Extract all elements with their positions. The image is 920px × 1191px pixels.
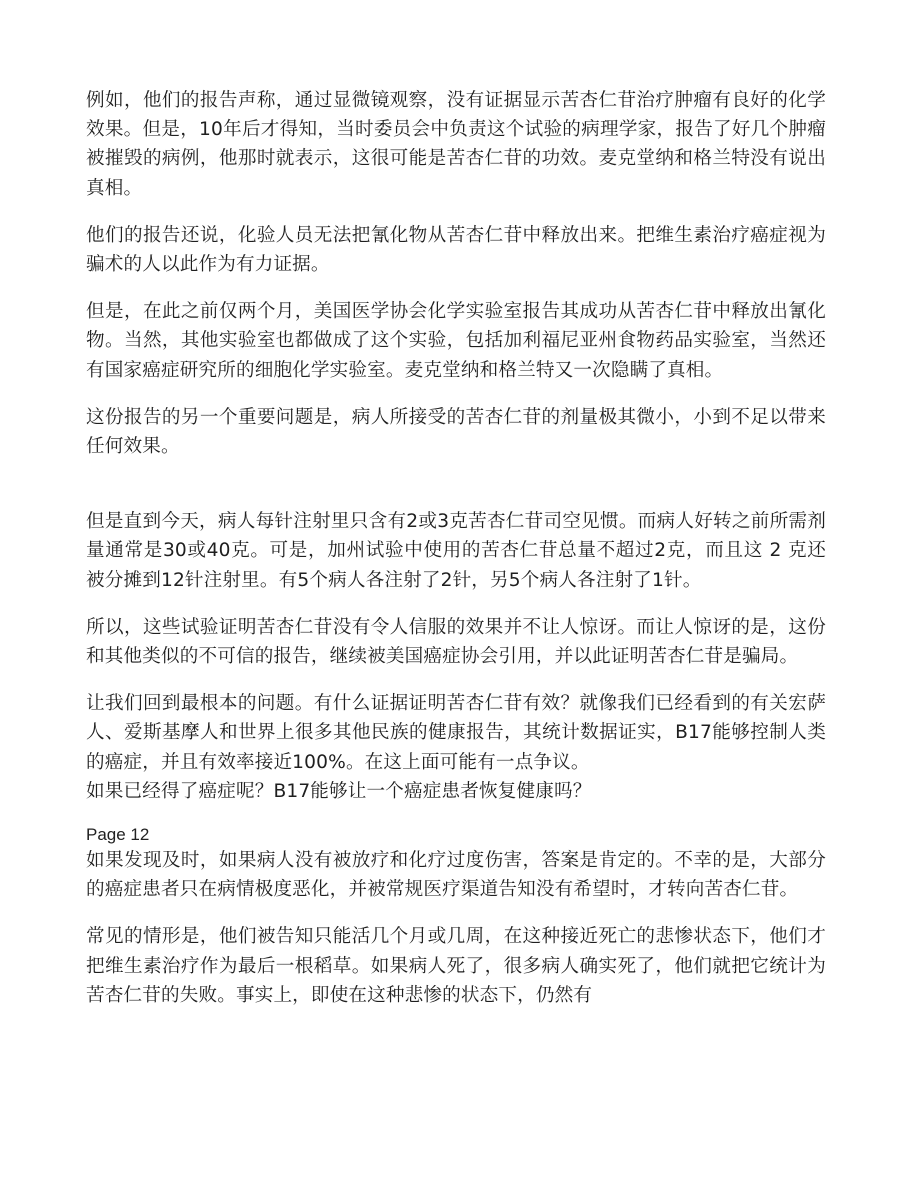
paragraph-1: 例如，他们的报告声称，通过显微镜观察，没有证据显示苦杏仁苷治疗肿瘤有良好的化学效果。但是，10年后才得知，当时委员会中负责这个试验的病理学家，报告了好几个肿瘤被摧毁的病例，他那时就表示，这很可能是苦杏仁苷的功效。麦克堂纳和格兰特没有说出真相。 bbox=[86, 90, 826, 199]
paragraph-2: 他们的报告还说，化验人员无法把氰化物从苦杏仁苷中释放出来。把维生素治疗癌症视为骗术的人以此作为有力证据。 bbox=[86, 224, 826, 276]
paragraph-3: 但是，在此之前仅两个月，美国医学协会化学实验室报告其成功从苦杏仁苷中释放出氰化物。当然，其他实验室也都做成了这个实验，包括加利福尼亚州食物药品实验室，当然还有国家癌症研究所的细胞化学实验室。麦克堂纳和格兰特又一次隐瞒了真相。 bbox=[86, 301, 826, 381]
paragraph-8: 如果已经得了癌症呢？B17能够让一个癌症患者恢复健康吗？ bbox=[86, 780, 592, 802]
paragraph-10: 常见的情形是，他们被告知只能活几个月或几周，在这种接近死亡的悲惨状态下，他们才把维生素治疗作为最后一根稻草。如果病人死了，很多病人确实死了，他们就把它统计为苦杏仁苷的失败。事实上，即使在这种悲惨的状态下，仍然有 bbox=[86, 926, 826, 1006]
paragraph-9: 如果发现及时，如果病人没有被放疗和化疗过度伤害，答案是肯定的。不幸的是，大部分的癌症患者只在病情极度恶化，并被常规医疗渠道告知没有希望时，才转向苦杏仁苷。 bbox=[86, 850, 826, 901]
paragraph-4: 这份报告的另一个重要问题是，病人所接受的苦杏仁苷的剂量极其微小，小到不足以带来任何效果。 bbox=[86, 406, 826, 458]
paragraph-6: 所以，这些试验证明苦杏仁苷没有令人信服的效果并不让人惊讶。而让人惊讶的是，这份和其他类似的不可信的报告，继续被美国癌症协会引用，并以此证明苦杏仁苷是骗局。 bbox=[86, 616, 826, 668]
document-page bbox=[86, 86, 826, 1010]
page-number-label: Page 12 bbox=[86, 825, 150, 845]
paragraph-5: 但是直到今天，病人每针注射里只含有2或3克苦杏仁苷司空见惯。而病人好转之前所需剂量通常是30或40克。可是，加州试验中使用的苦杏仁苷总量不超过2克，而且这 2 克还被分摊到12针注射里。有5个病人各注射了2针，另5个病人各注射了1针。 bbox=[86, 511, 826, 591]
paragraph-7: 让我们回到最根本的问题。有什么证据证明苦杏仁苷有效？就像我们已经看到的有关宏萨人、爱斯基摩人和世界上很多其他民族的健康报告，其统计数据证实，B17能够控制人类的癌症，并且有效率接近100%。在这上面可能有一点争议。 bbox=[86, 693, 826, 773]
